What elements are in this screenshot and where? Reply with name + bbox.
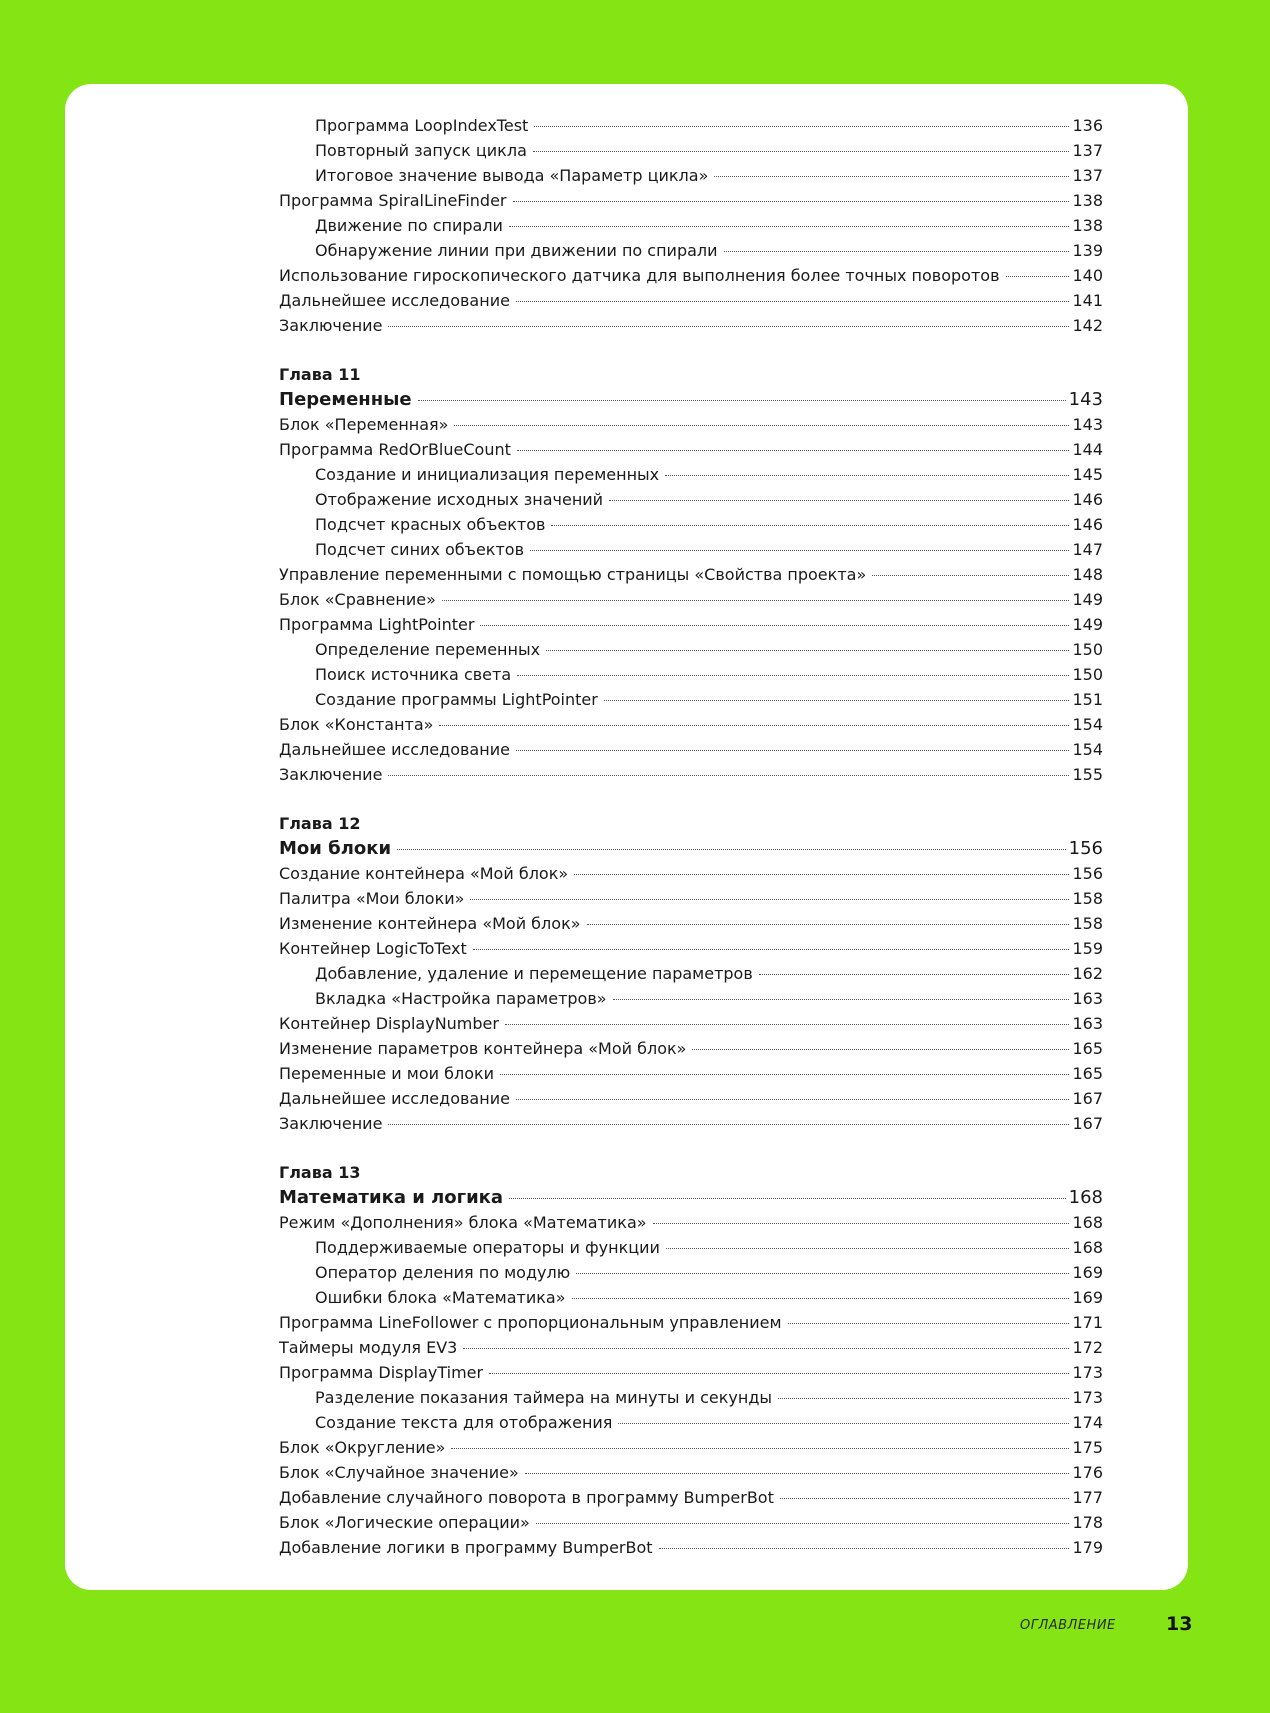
toc-entry-title: Режим «Дополнения» блока «Математика»: [279, 1213, 647, 1232]
toc-entry-title: Контейнер LogicToText: [279, 939, 467, 958]
dot-leader: [659, 1548, 1070, 1549]
dot-leader: [534, 126, 1069, 127]
toc-entry-page: 145: [1072, 465, 1103, 484]
toc-entry[interactable]: [279, 1260, 1103, 1285]
toc-entry[interactable]: [279, 1435, 1103, 1460]
toc-entry[interactable]: [279, 612, 1103, 637]
chapter-heading: Глава 11: [279, 365, 361, 384]
toc-entry-title: Блок «Случайное значение»: [279, 1463, 519, 1482]
dot-leader: [551, 525, 1069, 526]
toc-entry-title: Программа DisplayTimer: [279, 1363, 484, 1382]
toc-entry-title: Движение по спирали: [315, 216, 503, 235]
dot-leader: [451, 1448, 1069, 1449]
toc-entry[interactable]: [279, 587, 1103, 612]
toc-entry[interactable]: [279, 562, 1103, 587]
toc-entry-title: Дальнейшее исследование: [279, 740, 510, 759]
footer-section-label: ОГЛАВЛЕНИЕ: [1020, 1618, 1116, 1633]
toc-entry[interactable]: [279, 537, 1103, 562]
dot-leader: [530, 550, 1069, 551]
dot-leader: [533, 151, 1070, 152]
toc-entry-title: Добавление случайного поворота в программу BumperBot: [279, 1488, 774, 1507]
dot-leader: [618, 1423, 1069, 1424]
dot-leader: [572, 1298, 1070, 1299]
toc-entry-title: Поддерживаемые операторы и функции: [315, 1238, 660, 1257]
toc-entry-page: 155: [1072, 765, 1103, 784]
dot-leader: [509, 226, 1070, 227]
toc-entry-page: 140: [1072, 266, 1103, 285]
toc-entry-page: 176: [1072, 1463, 1103, 1482]
toc-entry-title: Подсчет синих объектов: [315, 540, 524, 559]
toc-entry-page: 171: [1072, 1313, 1103, 1332]
toc-entry-page: 150: [1072, 665, 1103, 684]
toc-entry[interactable]: [279, 462, 1103, 487]
dot-leader: [653, 1223, 1070, 1224]
toc-entry-page: 165: [1072, 1064, 1103, 1083]
footer-page-number: 13: [1166, 1613, 1193, 1635]
dot-leader: [463, 1348, 1069, 1349]
toc-entry[interactable]: [279, 1510, 1103, 1535]
toc-entry[interactable]: [279, 138, 1103, 163]
toc-entry[interactable]: [279, 313, 1103, 338]
dot-leader: [724, 251, 1070, 252]
dot-leader: [397, 849, 1066, 850]
toc-entry-page: 173: [1072, 1388, 1103, 1407]
dot-leader: [439, 725, 1069, 726]
dot-leader: [714, 176, 1069, 177]
toc-entry-title: Создание программы LightPointer: [315, 690, 598, 709]
toc-entry[interactable]: [279, 1310, 1103, 1335]
toc-entry[interactable]: [279, 737, 1103, 762]
toc-entry[interactable]: [279, 712, 1103, 737]
toc-entry[interactable]: [279, 861, 1103, 886]
toc-entry-title: Создание контейнера «Мой блок»: [279, 864, 569, 883]
toc-entry[interactable]: [279, 936, 1103, 961]
toc-entry-title: Вкладка «Настройка параметров»: [315, 989, 607, 1008]
toc-entry[interactable]: [279, 263, 1103, 288]
toc-entry-page: 177: [1072, 1488, 1103, 1507]
toc-entry[interactable]: [279, 1385, 1103, 1410]
toc-entry-title: Обнаружение линии при движении по спирали: [315, 241, 718, 260]
toc-entry-page: 136: [1072, 116, 1103, 135]
toc-entry[interactable]: [279, 687, 1103, 712]
toc-entry-title: Добавление логики в программу BumperBot: [279, 1538, 653, 1557]
toc-entry-title: Создание текста для отображения: [315, 1413, 613, 1432]
toc-entry[interactable]: [279, 886, 1103, 911]
toc-entry[interactable]: [279, 288, 1103, 313]
toc-entry-title: Использование гироскопического датчика для выполнения более точных поворотов: [279, 266, 1000, 285]
toc-entry[interactable]: [279, 961, 1103, 986]
toc-entry-title: Заключение: [279, 765, 383, 784]
toc-entry-page: 156: [1072, 864, 1103, 883]
toc-entry-page: 143: [1072, 415, 1103, 434]
toc-entry-title: Переменные и мои блоки: [279, 1064, 495, 1083]
toc-section: [279, 113, 1103, 338]
toc-entry[interactable]: [279, 1210, 1103, 1235]
toc-entry-title: Управление переменными с помощью страницы «Свойства проекта»: [279, 565, 867, 584]
dot-leader: [489, 1373, 1069, 1374]
toc-entry-page: 178: [1072, 1513, 1103, 1532]
toc-entry-page: 168: [1068, 1187, 1103, 1208]
toc-entry-title: Блок «Переменная»: [279, 415, 449, 434]
toc-entry-page: 144: [1072, 440, 1103, 459]
toc-entry-page: 137: [1072, 166, 1103, 185]
toc-entry-page: 167: [1072, 1089, 1103, 1108]
toc-entry-page: 167: [1072, 1114, 1103, 1133]
toc-entry-title: Определение переменных: [315, 640, 541, 659]
toc-entry-title: Контейнер DisplayNumber: [279, 1014, 499, 1033]
toc-entry-title: Заключение: [279, 1114, 383, 1133]
toc-entry-page: 163: [1072, 1014, 1103, 1033]
dot-leader: [517, 675, 1069, 676]
dot-leader: [613, 999, 1070, 1000]
toc-section: [279, 1160, 1103, 1560]
toc-entry-page: 173: [1072, 1363, 1103, 1382]
toc-entry-title: Заключение: [279, 316, 383, 335]
toc-entry[interactable]: [279, 911, 1103, 936]
toc-entry-title: Отображение исходных значений: [315, 490, 604, 509]
toc-entry[interactable]: [279, 1111, 1103, 1136]
toc-entry-page: 148: [1072, 565, 1103, 584]
toc-entry-title: Дальнейшее исследование: [279, 1089, 510, 1108]
toc-entry-title: Дальнейшее исследование: [279, 291, 510, 310]
toc-entry-page: 146: [1072, 490, 1103, 509]
toc-entry[interactable]: [279, 1535, 1103, 1560]
toc-entry[interactable]: [279, 1410, 1103, 1435]
toc-entry[interactable]: [279, 1335, 1103, 1360]
toc-entry-title: Добавление, удаление и перемещение параметров: [315, 964, 753, 983]
table-of-contents: [279, 113, 1103, 1560]
toc-entry-page: 158: [1072, 914, 1103, 933]
toc-entry-page: 146: [1072, 515, 1103, 534]
toc-entry[interactable]: [279, 1011, 1103, 1036]
dot-leader: [665, 475, 1069, 476]
toc-entry-title: Программа SpiralLineFinder: [279, 191, 507, 210]
dot-leader: [778, 1398, 1069, 1399]
dot-leader: [692, 1049, 1069, 1050]
toc-entry-page: 175: [1072, 1438, 1103, 1457]
toc-entry[interactable]: [279, 1086, 1103, 1111]
toc-entry-page: 141: [1072, 291, 1103, 310]
toc-entry[interactable]: [279, 1485, 1103, 1510]
toc-section: [279, 362, 1103, 787]
dot-leader: [525, 1473, 1070, 1474]
toc-entry-page: 137: [1072, 141, 1103, 160]
toc-entry[interactable]: [279, 238, 1103, 263]
toc-entry[interactable]: [279, 637, 1103, 662]
toc-entry-title: Итоговое значение вывода «Параметр цикла»: [315, 166, 709, 185]
toc-entry[interactable]: [279, 762, 1103, 787]
toc-entry-title: Изменение параметров контейнера «Мой блок»: [279, 1039, 687, 1058]
dot-leader: [517, 450, 1070, 451]
toc-entry-title: Ошибки блока «Математика»: [315, 1288, 566, 1307]
toc-entry-title: Программа LightPointer: [279, 615, 475, 634]
toc-entry-title: Разделение показания таймера на минуты и секунды: [315, 1388, 773, 1407]
toc-entry-title: Создание и инициализация переменных: [315, 465, 660, 484]
toc-entry-title: Блок «Логические операции»: [279, 1513, 530, 1532]
toc-entry-title: Оператор деления по модулю: [315, 1263, 571, 1282]
toc-entry-title: Блок «Округление»: [279, 1438, 446, 1457]
dot-leader: [788, 1323, 1070, 1324]
dot-leader: [780, 1498, 1070, 1499]
chapter-heading: Глава 12: [279, 814, 361, 833]
toc-entry-title: Программа LineFollower с пропорциональным управлением: [279, 1313, 782, 1332]
dot-leader: [418, 400, 1066, 401]
dot-leader: [759, 974, 1070, 975]
toc-entry-page: 159: [1072, 939, 1103, 958]
toc-entry[interactable]: [279, 1036, 1103, 1061]
toc-entry-page: 151: [1072, 690, 1103, 709]
toc-entry-title: Палитра «Мои блоки»: [279, 889, 465, 908]
toc-entry-page: 150: [1072, 640, 1103, 659]
chapter-title-entry[interactable]: [279, 836, 1103, 861]
toc-entry-title: Переменные: [279, 389, 412, 410]
dot-leader: [473, 949, 1070, 950]
toc-entry-page: 163: [1072, 989, 1103, 1008]
toc-entry[interactable]: [279, 412, 1103, 437]
toc-entry-title: Программа RedOrBlueCount: [279, 440, 511, 459]
toc-entry-title: Математика и логика: [279, 1187, 504, 1208]
toc-entry[interactable]: [279, 986, 1103, 1011]
dot-leader: [516, 1099, 1070, 1100]
toc-entry-title: Блок «Сравнение»: [279, 590, 436, 609]
toc-entry-page: 158: [1072, 889, 1103, 908]
toc-entry-title: Изменение контейнера «Мой блок»: [279, 914, 581, 933]
dot-leader: [454, 425, 1069, 426]
toc-entry-page: 138: [1072, 216, 1103, 235]
toc-entry-page: 169: [1072, 1263, 1103, 1282]
dot-leader: [1006, 276, 1070, 277]
toc-entry-page: 147: [1072, 540, 1103, 559]
dot-leader: [505, 1024, 1069, 1025]
dot-leader: [666, 1248, 1070, 1249]
dot-leader: [516, 750, 1070, 751]
toc-entry-page: 172: [1072, 1338, 1103, 1357]
toc-entry[interactable]: [279, 437, 1103, 462]
toc-entry-page: 169: [1072, 1288, 1103, 1307]
dot-leader: [388, 326, 1069, 327]
toc-entry-page: 149: [1072, 590, 1103, 609]
toc-entry-title: Поиск источника света: [315, 665, 512, 684]
dot-leader: [513, 201, 1070, 202]
dot-leader: [546, 650, 1069, 651]
toc-entry[interactable]: [279, 113, 1103, 138]
toc-entry-page: 138: [1072, 191, 1103, 210]
toc-entry-page: 154: [1072, 740, 1103, 759]
toc-entry[interactable]: [279, 188, 1103, 213]
dot-leader: [516, 301, 1070, 302]
dot-leader: [470, 899, 1069, 900]
toc-entry[interactable]: [279, 213, 1103, 238]
dot-leader: [872, 575, 1069, 576]
toc-entry-page: 149: [1072, 615, 1103, 634]
toc-entry[interactable]: [279, 1460, 1103, 1485]
dot-leader: [509, 1198, 1066, 1199]
toc-entry-title: Подсчет красных объектов: [315, 515, 546, 534]
dot-leader: [536, 1523, 1070, 1524]
dot-leader: [604, 700, 1070, 701]
toc-entry[interactable]: [279, 487, 1103, 512]
dot-leader: [587, 924, 1070, 925]
toc-entry-title: Блок «Константа»: [279, 715, 434, 734]
chapter-title-entry[interactable]: [279, 1185, 1103, 1210]
dot-leader: [574, 874, 1069, 875]
toc-entry-title: Повторный запуск цикла: [315, 141, 527, 160]
toc-entry-page: 162: [1072, 964, 1103, 983]
dot-leader: [609, 500, 1069, 501]
toc-entry-page: 168: [1072, 1213, 1103, 1232]
dot-leader: [576, 1273, 1069, 1274]
toc-entry[interactable]: [279, 1285, 1103, 1310]
toc-entry-title: Программа LoopIndexTest: [315, 116, 529, 135]
toc-section: [279, 811, 1103, 1136]
toc-entry-page: 154: [1072, 715, 1103, 734]
toc-entry[interactable]: [279, 1360, 1103, 1385]
toc-entry-page: 156: [1068, 838, 1103, 859]
toc-entry[interactable]: [279, 1061, 1103, 1086]
dot-leader: [442, 600, 1070, 601]
toc-entry[interactable]: [279, 662, 1103, 687]
toc-entry-page: 179: [1072, 1538, 1103, 1557]
dot-leader: [480, 625, 1069, 626]
toc-entry-title: Мои блоки: [279, 838, 392, 859]
toc-entry[interactable]: [279, 163, 1103, 188]
toc-entry[interactable]: [279, 1235, 1103, 1260]
toc-entry[interactable]: [279, 512, 1103, 537]
toc-entry-page: 165: [1072, 1039, 1103, 1058]
chapter-title-entry[interactable]: [279, 387, 1103, 412]
dot-leader: [388, 1124, 1069, 1125]
toc-entry-title: Таймеры модуля EV3: [279, 1338, 458, 1357]
dot-leader: [388, 775, 1069, 776]
dot-leader: [500, 1074, 1069, 1075]
toc-entry-page: 168: [1072, 1238, 1103, 1257]
toc-entry-page: 142: [1072, 316, 1103, 335]
toc-entry-page: 174: [1072, 1413, 1103, 1432]
toc-entry-page: 143: [1068, 389, 1103, 410]
chapter-heading: Глава 13: [279, 1163, 361, 1182]
toc-entry-page: 139: [1072, 241, 1103, 260]
